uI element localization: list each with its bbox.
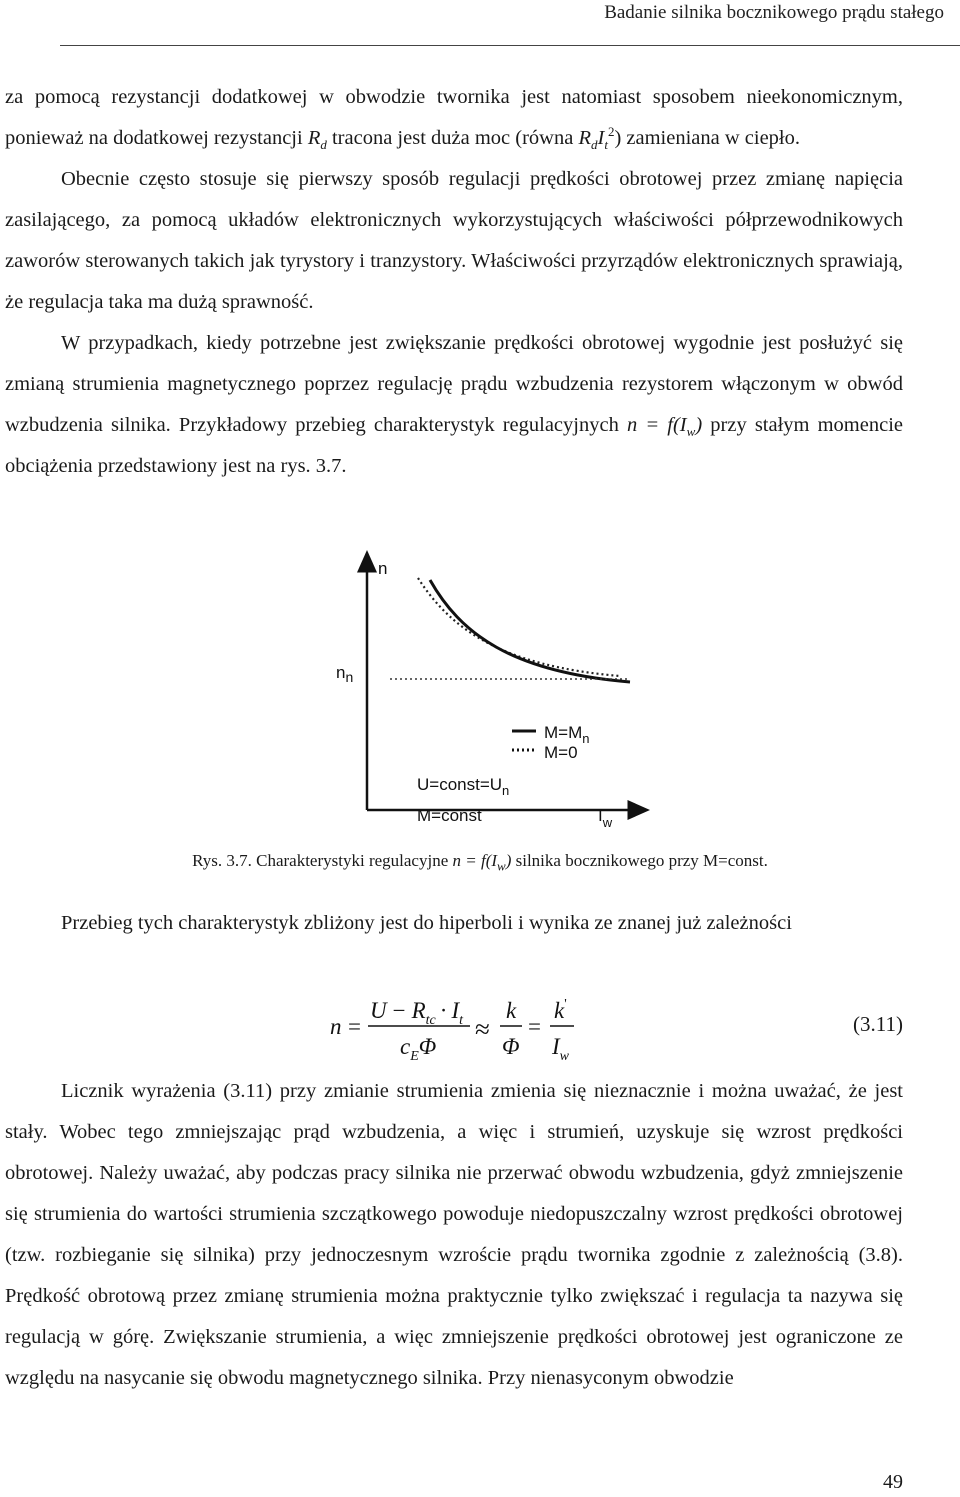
caption-formula: n = f(I [452, 851, 498, 870]
symbol-i: I [597, 127, 605, 149]
figure-svg [310, 548, 650, 848]
eq-numerator: $U - R_{tc} \cdot I_t$ [370, 998, 464, 1028]
subscript-d: d [320, 137, 327, 153]
eq-k: k [506, 998, 517, 1023]
paragraph-hyperbola: Przebieg tych charakterystyk zbliżony jest do hiperboli i wynika ze znanej już zależności [61, 912, 792, 934]
eq-n: n [330, 1014, 342, 1039]
symbol-r: R [307, 127, 321, 149]
figure-regulation-characteristics [310, 548, 650, 848]
subscript-w: w [686, 424, 696, 440]
text-block-top [5, 77, 903, 487]
superscript-2: 2 [607, 124, 615, 140]
caption-formula-close: ) [505, 851, 512, 870]
legend-solid-label: $M=M_n$ [544, 723, 590, 746]
caption-text: Rys. 3.7. Charakterystyki regulacyjne [192, 851, 453, 870]
equation-3-11 [330, 992, 610, 1064]
eq-denominator: $c_E\Phi$ [400, 1034, 437, 1064]
text-run: W przypadkach, kiedy potrzebne jest zwiększanie prędkości obrotowej wygodnie jest posłużyć się zmianą strumienia magnetycznego poprzez regulację prądu wzbudzenia rezystorem włączonym w obwód wzbudzenia silnika. Przykładowy przebieg charakterystyk regulacyjnych [5, 332, 903, 436]
text-run: za pomocą rezystancji dodatkowej w obwodzie twornika jest natomiast sposobem nieekonomicznym, ponieważ na dodatkowej rezystancji [5, 86, 903, 149]
eq-phi: Φ [502, 1034, 520, 1059]
inline-formula: n = f(I [626, 414, 687, 436]
text-run: ) zamieniana w ciepło. [614, 127, 800, 149]
text-block-middle [5, 903, 903, 944]
running-header: Badanie silnika bocznikowego prądu stałego [604, 2, 944, 23]
paragraph-field-control [5, 323, 903, 487]
paragraph-continuation [5, 77, 903, 159]
page-number: 49 [883, 1471, 903, 1493]
text-block-bottom [5, 1071, 903, 1399]
series-m-equals-mn [430, 580, 630, 682]
symbol-r: R [578, 127, 591, 149]
caption-subscript-w: w [497, 858, 506, 874]
subscript-t: t [604, 137, 608, 153]
equation-number: (3.11) [853, 1012, 903, 1036]
header-rule [60, 45, 960, 46]
text-run: tracona jest duża moc (równa [326, 127, 579, 149]
figure-caption [0, 851, 960, 874]
text-run: przy stałym momencie obciążenia przedstawiony jest na rys. 3.7. [5, 414, 903, 477]
inline-formula-close: ) [695, 414, 703, 436]
eq-approx: ≈ [475, 1014, 490, 1044]
condition-torque: M=const [417, 806, 482, 825]
nn-label: $n_n$ [336, 663, 354, 685]
equation-svg [330, 992, 610, 1064]
paragraph-voltage-control: Obecnie często stosuje się pierwszy sposób regulacji prędkości obrotowej przez zmianę napięcia zasilającego, za pomocą układów elektronicznych wykorzystujących właściwości półprzewodnikowych zaworów sterowanych takich jak tyrystory i tranzystory. Właściwości przyrządów elektronicznych sprawiają, że regulacja taka ma dużą sprawność. [5, 168, 903, 313]
x-axis-label: $I_w$ [598, 806, 613, 830]
eq-k-prime: k' [554, 997, 567, 1023]
eq-equals: = [348, 1014, 361, 1039]
paragraph-numerator-remark: Licznik wyrażenia (3.11) przy zmianie strumienia zmienia się nieznacznie i można uważać, że jest stały. Wobec tego zmniejszając prąd wzbudzenia, a więc i strumień, uzyskuje się wzrost prędkości obrotowej. Należy uważać, aby podczas pracy silnika nie przerwać obwodu wzbudzenia, gdyż zmniejszenie się strumienia do wartości strumienia szczątkowego powoduje niedopuszczalny wzrost prędkości obrotowej (tzw. rozbieganie się silnika) przy jednoczesnym wzroście prądu twornika zgodnie z zależnością (3.8). Prędkość obrotową przez zmianę strumienia można praktycznie tylko zwiększać i regulacja ta nazywa się regulacją w górę. Zwiększanie strumienia, a więc zmniejszenie prędkości obrotowej jest ograniczone ze względu na nasycanie się obwodu magnetycznego silnika. Przy nienasyconym obwodzie [5, 1080, 903, 1389]
caption-text: silnika bocznikowego przy M=const. [511, 851, 768, 870]
y-axis-label: n [378, 559, 388, 578]
series-m-equals-0 [418, 578, 620, 676]
legend-dotted-label: M=0 [544, 743, 578, 762]
condition-voltage: $U=const=U_n$ [417, 775, 510, 798]
eq-equals-2: = [528, 1014, 541, 1039]
subscript-d: d [590, 137, 598, 153]
eq-iw: $I_w$ [552, 1034, 570, 1064]
